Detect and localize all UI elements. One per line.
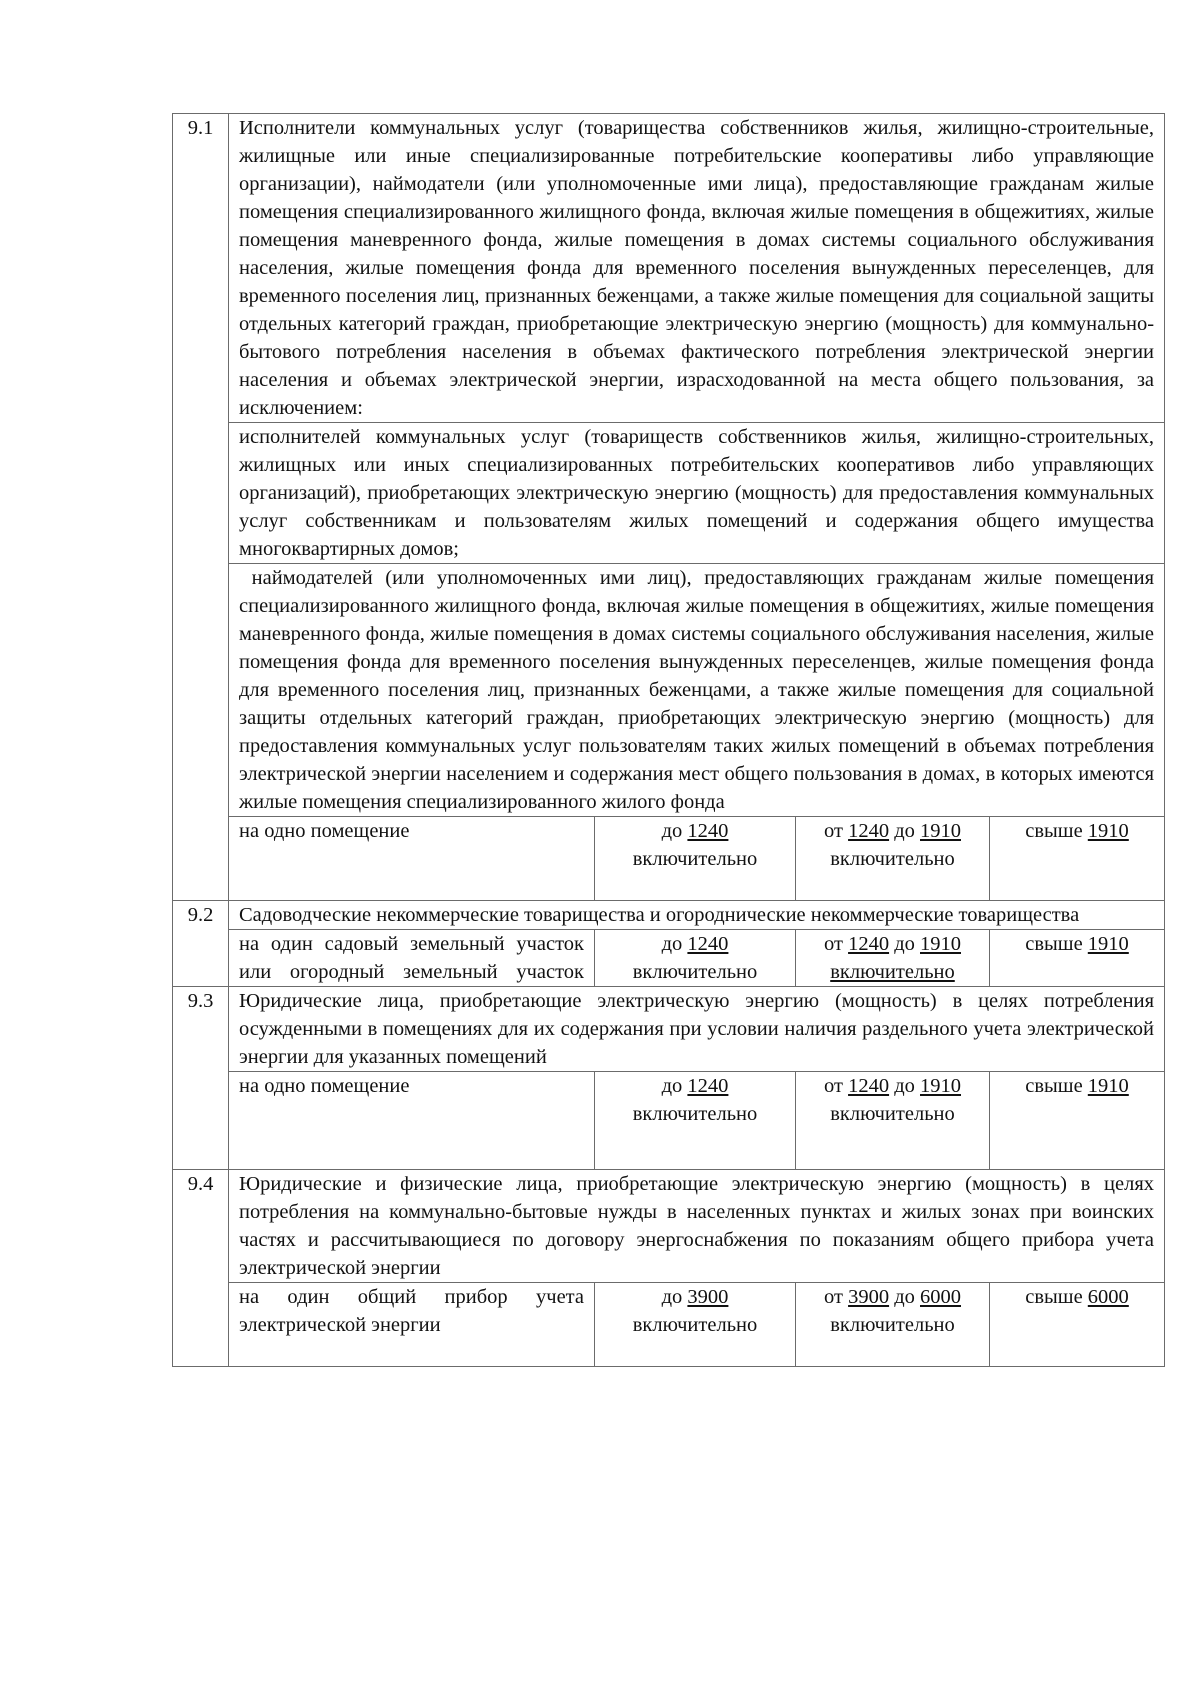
tier-prefix: до <box>661 1286 688 1308</box>
unit-text: на один садовый земельный участок или огородный земельный участок <box>239 933 584 983</box>
tier-1 <box>595 817 796 901</box>
tier-value: 1910 <box>1087 1075 1129 1097</box>
tier-2 <box>796 817 990 901</box>
tier-3 <box>990 1283 1165 1367</box>
tier-suffix: включительно <box>830 848 955 870</box>
tier-mid: до <box>889 1075 920 1097</box>
tier-suffix: включительно <box>632 848 758 870</box>
tier-value: 1240 <box>687 933 729 955</box>
tier-3 <box>990 817 1165 901</box>
tier-suffix: включительно <box>632 1103 758 1125</box>
exclusion-text: исполнителей коммунальных услуг (товариществ собственников жилья, жилищно-строительных, жилищных или иных специализированных потребительских кооперативов либо управляющих организаций), приобретающих электрическую энергию (мощность) для предоставления коммунальных услуг собственникам и пользователям жилых помещений и содержания общего имущества многоквартирных домов; <box>229 423 1165 564</box>
tier-prefix: до <box>661 1075 688 1097</box>
section-row-9-3 <box>173 987 1165 1072</box>
tier-row <box>173 1072 1165 1170</box>
tier-from: 1240 <box>848 820 890 842</box>
tier-value: 1240 <box>687 1075 729 1097</box>
tier-mid: до <box>889 820 920 842</box>
tier-suffix: включительно <box>632 961 758 983</box>
tariff-table <box>172 113 1165 1367</box>
tier-to: 1910 <box>920 820 961 842</box>
tier-3 <box>990 930 1165 987</box>
section-description: Юридические лица, приобретающие электрическую энергию (мощность) в целях потребления осужденными в помещениях для их содержания при условии наличия раздельного учета электрической энергии для указанных помещений <box>229 987 1165 1072</box>
unit-label: на одно помещение <box>229 817 595 901</box>
section-row-9-4 <box>173 1170 1165 1283</box>
unit-label <box>229 930 595 987</box>
tier-suffix: включительно <box>830 1314 955 1336</box>
section-number: 9.1 <box>173 114 229 901</box>
tier-from: 1240 <box>848 1075 890 1097</box>
tier-from: 3900 <box>848 1286 890 1308</box>
tier-1 <box>595 930 796 987</box>
tier-value: 3900 <box>687 1286 729 1308</box>
exclusion-row <box>173 423 1165 564</box>
tier-prefix: от <box>823 1286 849 1308</box>
tier-row <box>173 1283 1165 1367</box>
tier-1 <box>595 1072 796 1170</box>
tier-value: 1910 <box>1087 933 1129 955</box>
tier-2 <box>796 1072 990 1170</box>
tier-prefix: свыше <box>1025 1286 1088 1308</box>
tier-prefix: до <box>661 820 688 842</box>
tier-row <box>173 817 1165 901</box>
tier-1 <box>595 1283 796 1367</box>
section-row-9-1 <box>173 114 1165 423</box>
section-number: 9.2 <box>173 901 229 987</box>
tier-suffix: включительно <box>830 961 955 983</box>
tier-prefix: от <box>823 933 849 955</box>
tier-prefix: от <box>823 820 849 842</box>
tier-suffix: включительно <box>830 1103 955 1125</box>
unit-label: на один общий прибор учета электрической энергии <box>229 1283 595 1367</box>
section-description: Садоводческие некоммерческие товарищества и огороднические некоммерческие товарищества <box>229 901 1165 930</box>
tier-row <box>173 930 1165 987</box>
tier-mid: до <box>889 1286 920 1308</box>
tier-to: 1910 <box>920 933 961 955</box>
tier-mid: до <box>889 933 920 955</box>
tier-prefix: до <box>661 933 688 955</box>
tier-value: 1240 <box>687 820 729 842</box>
tier-suffix: включительно <box>632 1314 758 1336</box>
tier-prefix: свыше <box>1025 1075 1088 1097</box>
exclusion-text: наймодателей (или уполномоченных ими лиц), предоставляющих гражданам жилые помещения специализированного жилищного фонда, включая жилые помещения в общежитиях, жилые помещения маневренного фонда, жилые помещения в домах системы социального обслуживания населения, жилые помещения фонда для временного поселения вынужденных переселенцев, жилые помещения фонда для временного поселения лиц, признанных беженцами, а также жилые помещения для социальной защиты отдельных категорий граждан, приобретающих электрическую энергию (мощность) для предоставления коммунальных услуг пользователям таких жилых помещений в объемах потребления электрической энергии населением и содержания мест общего пользования в домах, в которых имеются жилые помещения специализированного жилого фонда <box>229 564 1165 817</box>
unit-label: на одно помещение <box>229 1072 595 1170</box>
tier-from: 1240 <box>848 933 890 955</box>
tier-prefix: свыше <box>1025 933 1088 955</box>
section-description: Юридические и физические лица, приобретающие электрическую энергию (мощность) в целях потребления на коммунально-бытовые нужды в населенных пунктах и жилых зонах при воинских частях и рассчитывающиеся по договору энергоснабжения по показаниям общего прибора учета электрической энергии <box>229 1170 1165 1283</box>
tier-value: 1910 <box>1087 820 1129 842</box>
section-description: Исполнители коммунальных услуг (товарищества собственников жилья, жилищно-строительные, жилищные или иные специализированные потребительские кооперативы либо управляющие организации), наймодатели (или уполномоченные ими лица), предоставляющие гражданам жилые помещения специализированного жилищного фонда, включая жилые помещения в общежитиях, жилые помещения маневренного фонда, жилые помещения в домах системы социального обслуживания населения, жилые помещения фонда для временного поселения вынужденных переселенцев, для временного поселения лиц, признанных беженцами, а также жилые помещения для социальной защиты отдельных категорий граждан, приобретающие электрическую энергию (мощность) для коммунально-бытового потребления населения в объемах фактического потребления электрической энергии населения и объемах электрической энергии, израсходованной на места общего пользования, за исключением: <box>229 114 1165 423</box>
tier-prefix: свыше <box>1025 820 1088 842</box>
tier-prefix: от <box>823 1075 849 1097</box>
tier-3 <box>990 1072 1165 1170</box>
section-number: 9.4 <box>173 1170 229 1367</box>
tier-to: 1910 <box>920 1075 961 1097</box>
tier-2 <box>796 1283 990 1367</box>
section-number: 9.3 <box>173 987 229 1170</box>
tier-to: 6000 <box>920 1286 961 1308</box>
section-row-9-2 <box>173 901 1165 930</box>
tier-value: 6000 <box>1087 1286 1129 1308</box>
exclusion-row <box>173 564 1165 817</box>
tier-2 <box>796 930 990 987</box>
